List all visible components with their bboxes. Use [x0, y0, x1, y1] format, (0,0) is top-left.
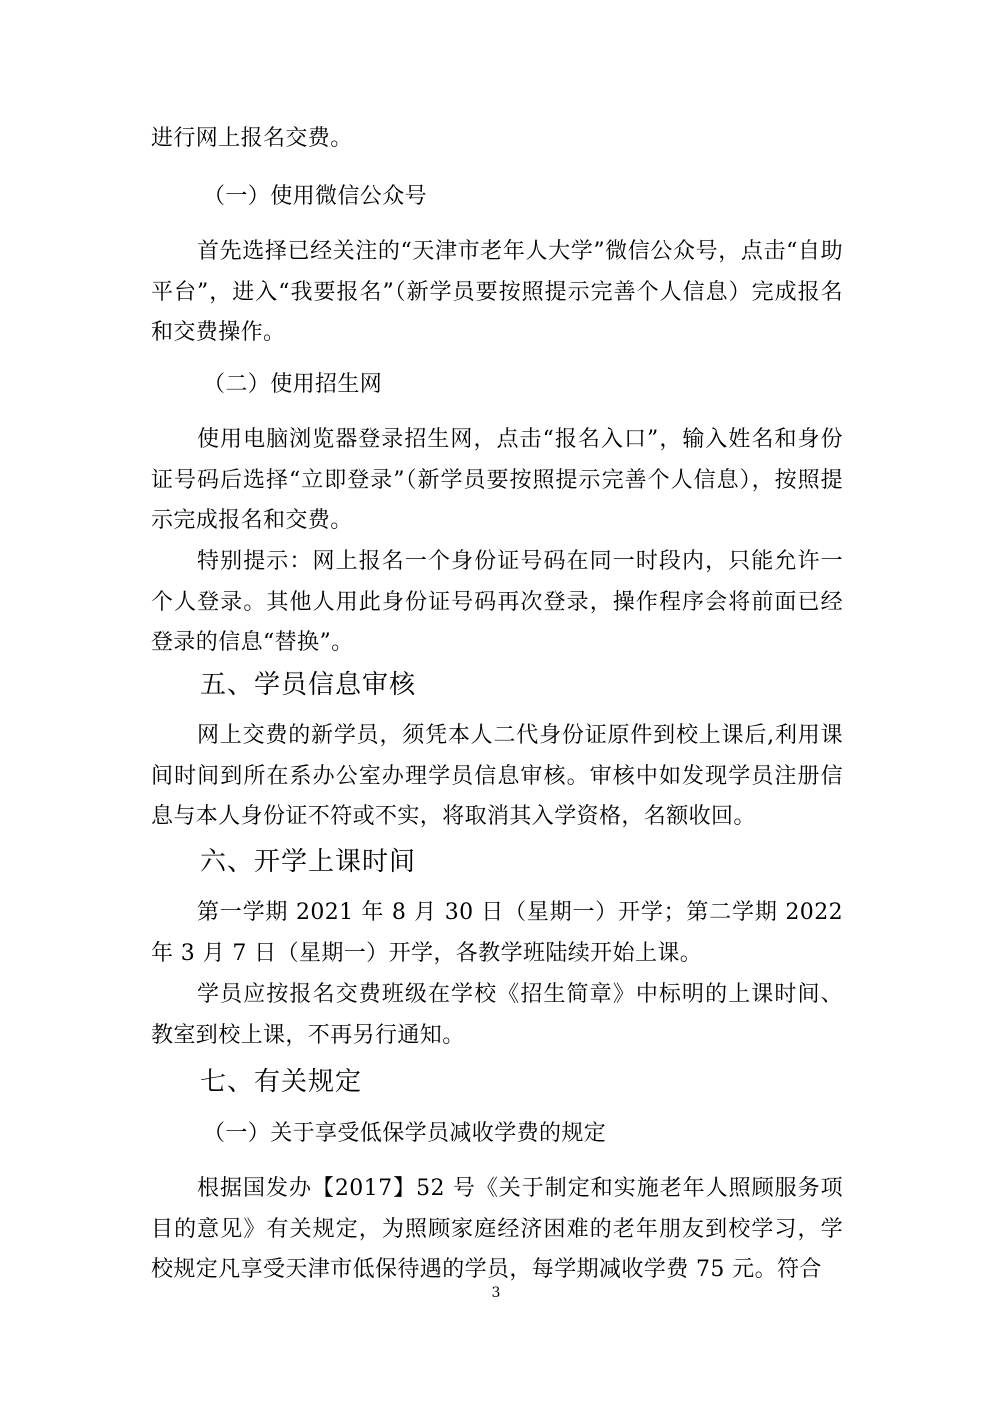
paragraph-info-review: 网上交费的新学员，须凭本人二代身份证原件到校上课后,利用课间时间到所在系办公室办理学员信息审核。审核中如发现学员注册信息与本人身份证不符或不实，将取消其入学资格，名额收回。 [151, 723, 843, 829]
paragraph-special-tip: 特别提示：网上报名一个身份证号码在同一时段内，只能允许一个人登录。其他人用此身份证号码再次登录，操作程序会将前面已经登录的信息“替换”。 [151, 549, 843, 655]
paragraph-class-notice: 学员应按报名交费班级在学校《招生简章》中标明的上课时间、教室到校上课，不再另行通知。 [151, 982, 843, 1048]
section-heading-five: 五、学员信息审核 [200, 670, 417, 700]
paragraph-wechat-instructions: 首先选择已经关注的“天津市老年人大学”微信公众号，点击“自助平台”，进入“我要报名”（新学员要按照提示完善个人信息）完成报名和交费操作。 [151, 239, 843, 345]
paragraph-term-dates: 第一学期 2021 年 8 月 30 日（星期一）开学；第二学期 2022 年 3 月 7 日（星期一）开学，各教学班陆续开始上课。 [151, 900, 843, 966]
paragraph-website-instructions: 使用电脑浏览器登录招生网，点击“报名入口”，输入姓名和身份证号码后选择“立即登录”（新学员要按照提示完善个人信息），按照提示完成报名和交费。 [151, 427, 843, 533]
page-number: 3 [491, 1285, 501, 1301]
subsection-website-title: （二）使用招生网 [203, 372, 383, 397]
section-heading-six: 六、开学上课时间 [200, 847, 417, 877]
section-heading-seven: 七、有关规定 [200, 1067, 363, 1097]
paragraph-intro-tail: 进行网上报名交费。 [151, 126, 353, 151]
subsection-fee-reduction-title: （一）关于享受低保学员减收学费的规定 [203, 1121, 607, 1146]
subsection-wechat-title: （一）使用微信公众号 [203, 184, 428, 209]
paragraph-fee-reduction: 根据国发办【2017】52 号《关于制定和实施老年人照顾服务项目的意见》有关规定，为照顾家庭经济困难的老年朋友到校学习，学校规定凡享受天津市低保待遇的学员，每学期减收学费 75 元。符合 [151, 1176, 843, 1282]
